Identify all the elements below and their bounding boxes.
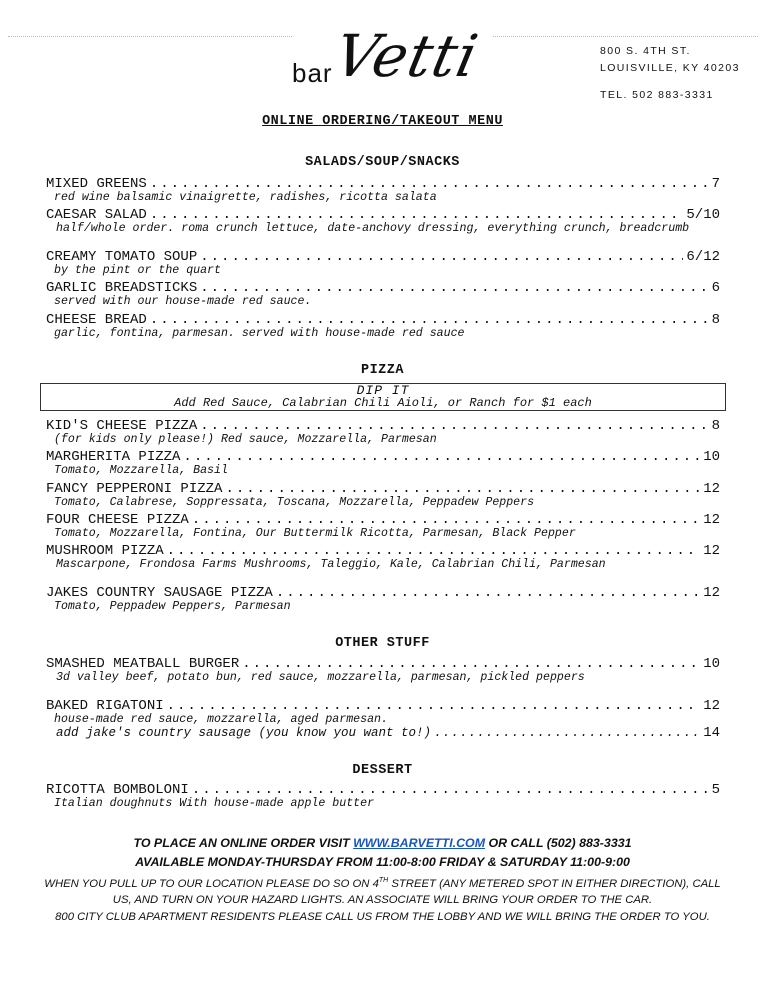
menu-item bbox=[46, 699, 720, 726]
item-description: Tomato, Calabrese, Soppressata, Toscana, Mozzarella, Peppadew Peppers bbox=[54, 496, 535, 509]
menu-item bbox=[46, 313, 720, 340]
item-price: 12 bbox=[703, 585, 720, 601]
item-description: Tomato, Peppadew Peppers, Parmesan bbox=[54, 600, 291, 613]
item-description: served with our house-made red sauce. bbox=[54, 295, 312, 308]
item-name: FANCY PEPPERONI PIZZA bbox=[46, 481, 223, 497]
item-price: 6/12 bbox=[686, 249, 720, 265]
item-description: (for kids only please!) Red sauce, Mozzarella, Parmesan bbox=[54, 433, 437, 446]
section-title-other: OTHER STUFF bbox=[335, 636, 430, 651]
item-name: MUSHROOM PIZZA bbox=[46, 543, 164, 559]
order-instructions bbox=[0, 836, 765, 850]
menu-item bbox=[46, 250, 720, 277]
item-name: JAKES COUNTRY SAUSAGE PIZZA bbox=[46, 585, 273, 601]
item-price: 12 bbox=[703, 481, 720, 497]
item-name: BAKED RIGATONI bbox=[46, 698, 164, 714]
address-block bbox=[600, 43, 740, 104]
item-name: MIXED GREENS bbox=[46, 176, 147, 192]
menu-item bbox=[46, 281, 720, 308]
pickup-text-b: STREET (ANY METERED SPOT IN EITHER DIRECTION), CALL bbox=[388, 877, 721, 890]
item-description: Tomato, Mozzarella, Basil bbox=[54, 464, 228, 477]
phone-number: TEL. 502 883-3331 bbox=[600, 89, 714, 101]
item-price: 8 bbox=[711, 418, 720, 434]
leader-dots bbox=[150, 177, 709, 192]
menu-item bbox=[46, 450, 720, 477]
item-price: 8 bbox=[711, 312, 720, 328]
menu-item bbox=[46, 419, 720, 446]
item-name: SMASHED MEATBALL BURGER bbox=[46, 656, 240, 672]
leader-dots bbox=[183, 450, 700, 465]
pickup-instructions-2: US, AND TURN ON YOUR HAZARD LIGHTS. AN ASSOCIATE WILL BRING YOUR ORDER TO THE CAR. bbox=[112, 894, 653, 906]
pickup-instructions-1 bbox=[0, 877, 765, 890]
leader-dots bbox=[200, 281, 708, 296]
item-description: half/whole order. roma crunch lettuce, date-anchovy dressing, everything crunch, breadcrumb bbox=[56, 222, 690, 235]
address-line-1: 800 S. 4TH ST. bbox=[600, 45, 691, 57]
menu-title: ONLINE ORDERING/TAKEOUT MENU bbox=[262, 114, 503, 129]
item-price: 6 bbox=[711, 280, 720, 296]
menu-item bbox=[46, 177, 720, 204]
item-name: RICOTTA BOMBOLONI bbox=[46, 782, 189, 798]
residents-note: 800 CITY CLUB APARTMENT RESIDENTS PLEASE CALL US FROM THE LOBBY AND WE WILL BRING THE ORDER TO YOU. bbox=[55, 911, 710, 923]
pickup-superscript: TH bbox=[378, 877, 389, 884]
item-description: 3d valley beef, potato bun, red sauce, mozzarella, parmesan, pickled peppers bbox=[56, 671, 585, 684]
item-description: house-made red sauce, mozzarella, aged parmesan. bbox=[54, 713, 388, 726]
logo-vetti-text: Vetti bbox=[328, 22, 485, 90]
item-price: 5 bbox=[711, 782, 720, 798]
menu-item bbox=[46, 783, 720, 810]
bar-vetti-logo bbox=[292, 22, 492, 102]
leader-dots bbox=[150, 313, 709, 328]
leader-dots bbox=[434, 726, 700, 741]
menu-item bbox=[46, 482, 720, 509]
item-price: 7 bbox=[711, 176, 720, 192]
leader-dots bbox=[192, 783, 709, 798]
item-price: 12 bbox=[703, 698, 720, 714]
item-price: 5/10 bbox=[686, 207, 720, 223]
item-name: CHEESE BREAD bbox=[46, 312, 147, 328]
item-description: by the pint or the quart bbox=[54, 264, 221, 277]
leader-dots bbox=[225, 482, 700, 497]
item-description: Italian doughnuts With house-made apple butter bbox=[54, 797, 375, 810]
leader-dots bbox=[242, 657, 700, 672]
leader-dots bbox=[276, 586, 700, 601]
leader-dots bbox=[167, 699, 701, 714]
pickup-text-a: WHEN YOU PULL UP TO OUR LOCATION PLEASE DO SO ON 4 bbox=[44, 877, 379, 890]
item-price: 10 bbox=[703, 449, 720, 465]
item-name: GARLIC BREADSTICKS bbox=[46, 280, 198, 296]
dip-it-text: Add Red Sauce, Calabrian Chili Aioli, or Ranch for $1 each bbox=[174, 396, 592, 410]
item-description: red wine balsamic vinaigrette, radishes, ricotta salata bbox=[54, 191, 437, 204]
item-name: CREAMY TOMATO SOUP bbox=[46, 249, 198, 265]
item-description: Tomato, Mozzarella, Fontina, Our Buttermilk Ricotta, Parmesan, Black Pepper bbox=[54, 527, 576, 540]
menu-item bbox=[46, 586, 720, 613]
leader-dots bbox=[200, 250, 683, 265]
item-name: CAESAR SALAD bbox=[46, 207, 147, 223]
addon-price: 14 bbox=[703, 725, 720, 741]
leader-dots bbox=[150, 208, 684, 223]
dip-it-box bbox=[40, 383, 726, 411]
order-suffix: OR CALL (502) 883-3331 bbox=[485, 836, 632, 850]
menu-item bbox=[46, 544, 720, 571]
section-title-dessert: DESSERT bbox=[352, 763, 413, 778]
item-price: 12 bbox=[703, 543, 720, 559]
menu-item bbox=[46, 513, 720, 540]
section-title-pizza: PIZZA bbox=[360, 363, 404, 378]
dip-it-title: DIP IT bbox=[356, 383, 410, 398]
addon-row bbox=[46, 726, 720, 741]
menu-item bbox=[46, 657, 720, 684]
leader-dots bbox=[192, 513, 700, 528]
item-name: MARGHERITA PIZZA bbox=[46, 449, 181, 465]
menu-item bbox=[46, 208, 720, 235]
item-name: KID'S CHEESE PIZZA bbox=[46, 418, 198, 434]
website-link[interactable]: WWW.BARVETTI.COM bbox=[353, 836, 486, 850]
item-price: 10 bbox=[703, 656, 720, 672]
logo-bar-text: bar bbox=[292, 58, 333, 88]
hours-line: AVAILABLE MONDAY-THURSDAY FROM 11:00-8:00 FRIDAY & SATURDAY 11:00-9:00 bbox=[135, 855, 630, 869]
address-line-2: LOUISVILLE, KY 40203 bbox=[600, 62, 740, 74]
leader-dots bbox=[200, 419, 708, 434]
section-title-salads: SALADS/SOUP/SNACKS bbox=[305, 155, 460, 170]
leader-dots bbox=[167, 544, 701, 559]
item-description: Mascarpone, Frondosa Farms Mushrooms, Taleggio, Kale, Calabrian Chili, Parmesan bbox=[56, 558, 606, 571]
addon-name: add jake's country sausage (you know you want to!) bbox=[56, 726, 432, 740]
item-name: FOUR CHEESE PIZZA bbox=[46, 512, 189, 528]
order-prefix: TO PLACE AN ONLINE ORDER VISIT bbox=[133, 836, 354, 850]
item-price: 12 bbox=[703, 512, 720, 528]
item-description: garlic, fontina, parmesan. served with house-made red sauce bbox=[54, 327, 465, 340]
